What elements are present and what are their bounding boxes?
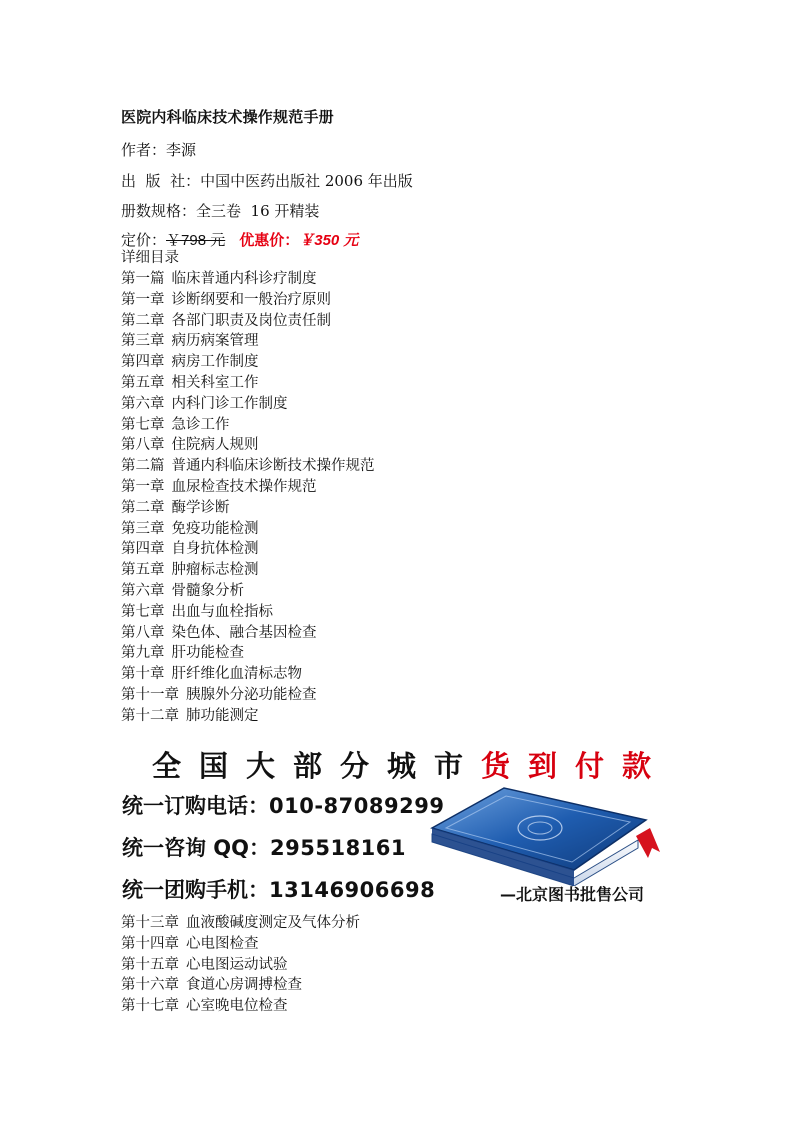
toc-entry [121,290,375,311]
toc-entry-number: 第九章 [121,645,165,662]
toc-entry [121,373,375,394]
ad-qq-label: 统一咨询 QQ： [122,836,271,860]
toc-entry-title: 出血与血栓指标 [171,603,273,620]
toc-entry [121,623,375,644]
toc-entry [121,685,375,706]
toc-entry-title: 普通内科临床诊断技术操作规范 [171,458,375,475]
toc-entry [121,331,375,352]
toc-entry-title: 免疫功能检测 [171,520,259,537]
toc-entry-title: 食道心房调搏检查 [186,977,302,994]
ad-headline [152,744,669,785]
toc-entry-number: 第一章 [121,478,165,495]
toc-entry-title: 临床普通内科诊疗制度 [171,271,317,287]
ad-mobile-label: 统一团购手机： [122,878,269,902]
original-price: ￥798 元 [166,232,226,249]
toc-entry [121,519,375,540]
toc-entry-number: 第八章 [121,624,165,641]
toc-entry [121,498,375,519]
author-line [121,139,196,160]
toc-entry-number: 第三章 [121,333,165,350]
toc-entry-title: 急诊工作 [171,416,230,433]
toc-entry [121,996,360,1017]
toc-entry-number: 第二章 [121,499,165,516]
book-title: 医院内科临床技术操作规范手册 [121,108,334,126]
toc-entry [121,706,375,727]
toc-entry-number: 第八章 [121,437,165,454]
toc-entry-number: 第五章 [121,562,165,579]
toc-entry [121,602,375,623]
price-label: 定价： [121,231,167,249]
toc-entry-title: 染色体、融合基因检查 [171,624,317,641]
ad-phone-value: 010-87089299 [269,794,445,818]
toc-entry-number: 第十七章 [121,998,179,1015]
toc-entry [121,435,375,456]
ad-mobile-line [122,874,435,904]
ad-headline-black: 全国大部分城市 [152,749,482,783]
toc-entry-title: 相关科室工作 [171,374,259,391]
toc-entry-title: 自身抗体检测 [171,541,259,558]
toc-entry [121,311,375,332]
toc-entry [121,456,375,477]
toc-entry [121,539,375,560]
toc-entry [121,664,375,685]
ad-company: —北京图书批售公司 [500,885,645,904]
toc-entry-title: 肿瘤标志检测 [171,562,259,579]
toc-entry [121,352,375,373]
promo-label: 优惠价： [239,231,300,249]
ad-headline-red: 货到付款 [481,749,670,783]
author-label: 作者： [121,141,167,159]
toc-entry-title: 心电图运动试验 [186,956,288,973]
toc-entry-number: 第十六章 [121,977,179,994]
ad-mobile-value: 13146906698 [269,878,436,902]
toc-entry-number: 第十二章 [121,707,179,724]
toc-entry-title: 病历病案管理 [171,333,259,350]
toc-entry-number: 第三章 [121,520,165,537]
book-icon [424,782,674,886]
toc-entry-title: 血尿检查技术操作规范 [171,478,317,495]
toc-entry-title: 肝功能检查 [171,645,244,662]
toc-entry [121,415,375,436]
ad-phone-line [122,790,444,820]
publisher-label: 出 版 社： [121,172,201,190]
toc-entry-title: 肺功能测定 [186,707,259,724]
toc-entry-number: 第六章 [121,395,165,412]
toc-entry-number: 第十章 [121,666,165,683]
toc-entry-title: 肝纤维化血清标志物 [171,666,302,683]
author-value: 李源 [166,141,197,159]
price-line [121,229,358,250]
toc-entry-title: 内科门诊工作制度 [171,395,288,412]
ad-qq-line [122,832,406,862]
toc-entry [121,643,375,664]
toc-entry-number: 第一章 [121,291,165,308]
toc-entry-title: 酶学诊断 [171,499,230,516]
toc-entry-title: 诊断纲要和一般治疗原则 [171,291,331,308]
toc-entry [121,581,375,602]
publisher-value: 中国中医药出版社 2006 年出版 [200,172,413,190]
toc-entry-title: 胰腺外分泌功能检查 [186,686,317,703]
ad-banner [118,738,678,908]
toc-entry [121,560,375,581]
spec-label: 册数规格： [121,202,197,220]
toc-entry-number: 第二章 [121,312,165,329]
toc-entry-title: 各部门职责及岗位责任制 [171,312,331,329]
toc-entry-title: 骨髓象分析 [171,582,244,599]
toc-entry-title: 住院病人规则 [171,437,259,454]
toc-entry-number: 第十五章 [121,956,179,973]
toc-entry-title: 心电图检查 [186,935,259,952]
toc-entry [121,269,375,290]
toc-entry [121,913,360,934]
toc-entry-number: 第十一章 [121,686,179,703]
toc-entry-number: 第一篇 [121,271,165,287]
toc-entry-number: 第七章 [121,603,165,620]
toc-list-part2 [121,913,360,1017]
toc-entry-title: 病房工作制度 [171,354,259,371]
promo-price: ￥350 元 [299,232,359,249]
toc-entry [121,975,360,996]
toc-entry-number: 第十四章 [121,935,179,952]
toc-heading: 详细目录 [121,250,179,266]
toc-entry-number: 第五章 [121,374,165,391]
toc-entry [121,394,375,415]
toc-entry-number: 第四章 [121,354,165,371]
spec-line [121,200,319,221]
toc-entry [121,934,360,955]
ad-qq-value: 295518161 [270,836,407,860]
toc-list-part1 [121,269,375,727]
toc-entry-number: 第十三章 [121,915,179,931]
toc-entry-number: 第四章 [121,541,165,558]
publisher-line [121,170,413,191]
toc-entry-number: 第七章 [121,416,165,433]
ad-phone-label: 统一订购电话： [122,794,269,818]
spec-value: 全三卷 16 开精装 [196,202,320,220]
toc-entry-number: 第六章 [121,582,165,599]
toc-entry [121,477,375,498]
toc-entry-title: 心室晚电位检查 [186,998,288,1015]
toc-entry-number: 第二篇 [121,458,165,475]
toc-entry-title: 血液酸碱度测定及气体分析 [186,915,360,931]
toc-entry [121,955,360,976]
